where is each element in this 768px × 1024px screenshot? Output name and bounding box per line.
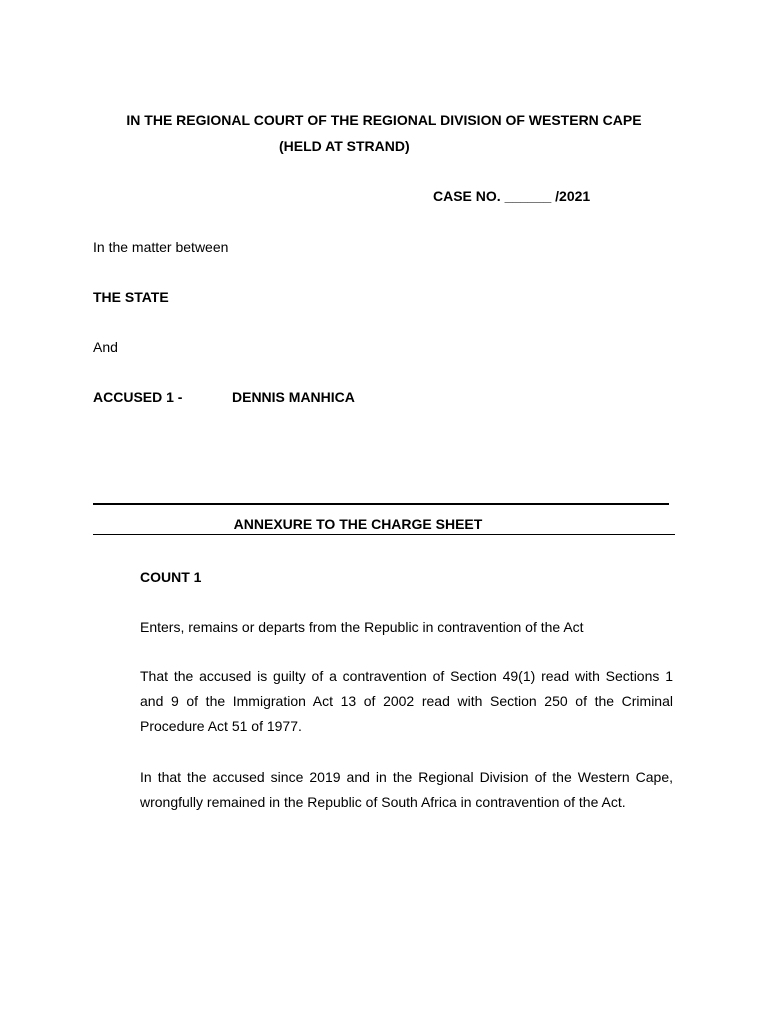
court-title: IN THE REGIONAL COURT OF THE REGIONAL DIVISION OF WESTERN CAPE [126,112,642,128]
count-heading: COUNT 1 [140,569,202,585]
charge-paragraph-2: In that the accused since 2019 and in the Regional Division of the Western Cape, wrongfully remained in the Republic of South Africa in contravention of the Act. [140,769,673,810]
divider-line [93,503,669,505]
party-conjunction: And [93,339,118,355]
matter-intro: In the matter between [93,239,229,255]
annexure-heading [93,516,675,535]
court-location: (HELD AT STRAND) [279,138,410,154]
offence-description: Enters, remains or departs from the Republic in contravention of the Act [140,619,584,635]
accused-name: DENNIS MANHICA [232,389,355,405]
charge-paragraph-1: That the accused is guilty of a contravention of Section 49(1) read with Sections 1 and 9 of the Immigration Act 13 of 2002 read with Section 250 of the Criminal Procedure Act 51 of 1977. [140,668,673,734]
case-number: CASE NO. ______ /2021 [433,188,591,204]
party-state: THE STATE [93,289,169,305]
annexure-title: ANNEXURE TO THE CHARGE SHEET [233,516,483,532]
accused-label: ACCUSED 1 - [93,389,183,405]
